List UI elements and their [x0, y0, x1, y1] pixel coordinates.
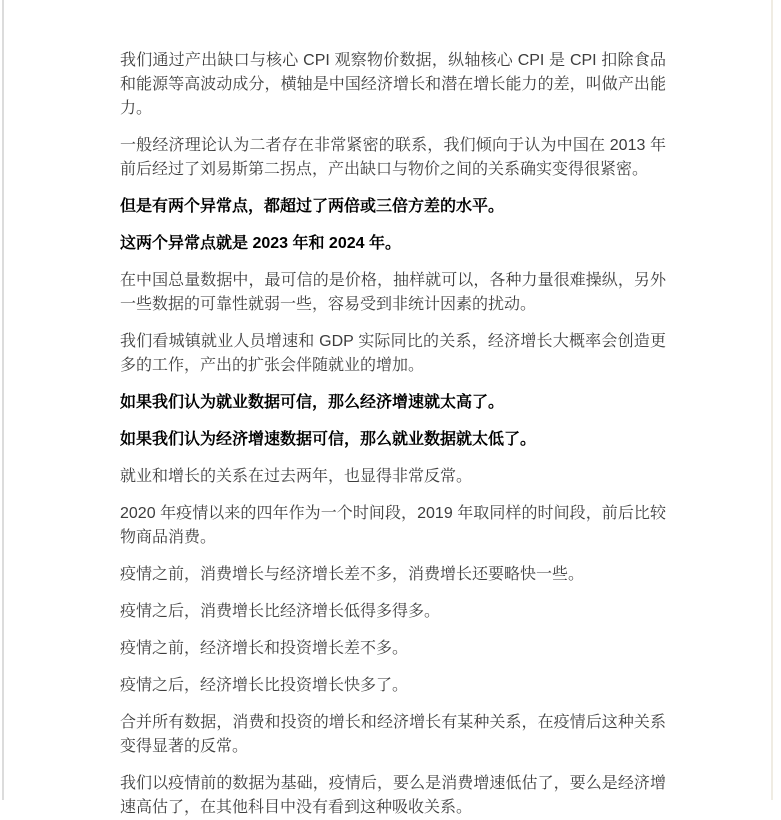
document-content	[120, 49, 666, 820]
paragraph: 我们看城镇就业人员增速和 GDP 实际同比的关系，经济增长大概率会创造更多的工作，产出的扩张会伴随就业的增加。	[120, 333, 666, 374]
paragraph: 就业和增长的关系在过去两年，也显得非常反常。	[120, 468, 473, 485]
paragraph: 疫情之前，消费增长与经济增长差不多，消费增长还要略快一些。	[120, 566, 585, 583]
paragraph-bold: 如果我们认为经济增速数据可信，那么就业数据就太低了。	[120, 431, 537, 448]
paragraph: 疫情之后，经济增长比投资增长快多了。	[120, 677, 409, 694]
paragraph: 我们通过产出缺口与核心 CPI 观察物价数据，纵轴核心 CPI 是 CPI 扣除食品和能源等高波动成分，横轴是中国经济增长和潜在增长能力的差，叫做产出能力。	[120, 52, 666, 117]
paragraph: 疫情之前，经济增长和投资增长差不多。	[120, 640, 409, 657]
page-right-border	[771, 0, 773, 800]
paragraph: 在中国总量数据中，最可信的是价格，抽样就可以，各种力量很难操纵，另外一些数据的可靠性就弱一些，容易受到非统计因素的扰动。	[120, 272, 666, 313]
paragraph: 疫情之后，消费增长比经济增长低得多得多。	[120, 603, 441, 620]
paragraph: 2020 年疫情以来的四年作为一个时间段，2019 年取同样的时间段，前后比较物商品消费。	[120, 505, 666, 546]
paragraph-bold: 如果我们认为就业数据可信，那么经济增速就太高了。	[120, 394, 505, 411]
paragraph: 合并所有数据，消费和投资的增长和经济增长有某种关系，在疫情后这种关系变得显著的反常。	[120, 714, 666, 755]
paragraph-bold: 这两个异常点就是 2023 年和 2024 年。	[120, 235, 401, 252]
paragraph-bold: 但是有两个异常点，都超过了两倍或三倍方差的水平。	[120, 198, 505, 215]
paragraph: 我们以疫情前的数据为基础，疫情后，要么是消费增速低估了，要么是经济增速高估了，在其他科目中没有看到这种吸收关系。	[120, 775, 666, 816]
paragraph: 一般经济理论认为二者存在非常紧密的联系，我们倾向于认为中国在 2013 年前后经过了刘易斯第二拐点，产出缺口与物价之间的关系确实变得很紧密。	[120, 137, 666, 178]
page-left-border	[2, 0, 4, 800]
